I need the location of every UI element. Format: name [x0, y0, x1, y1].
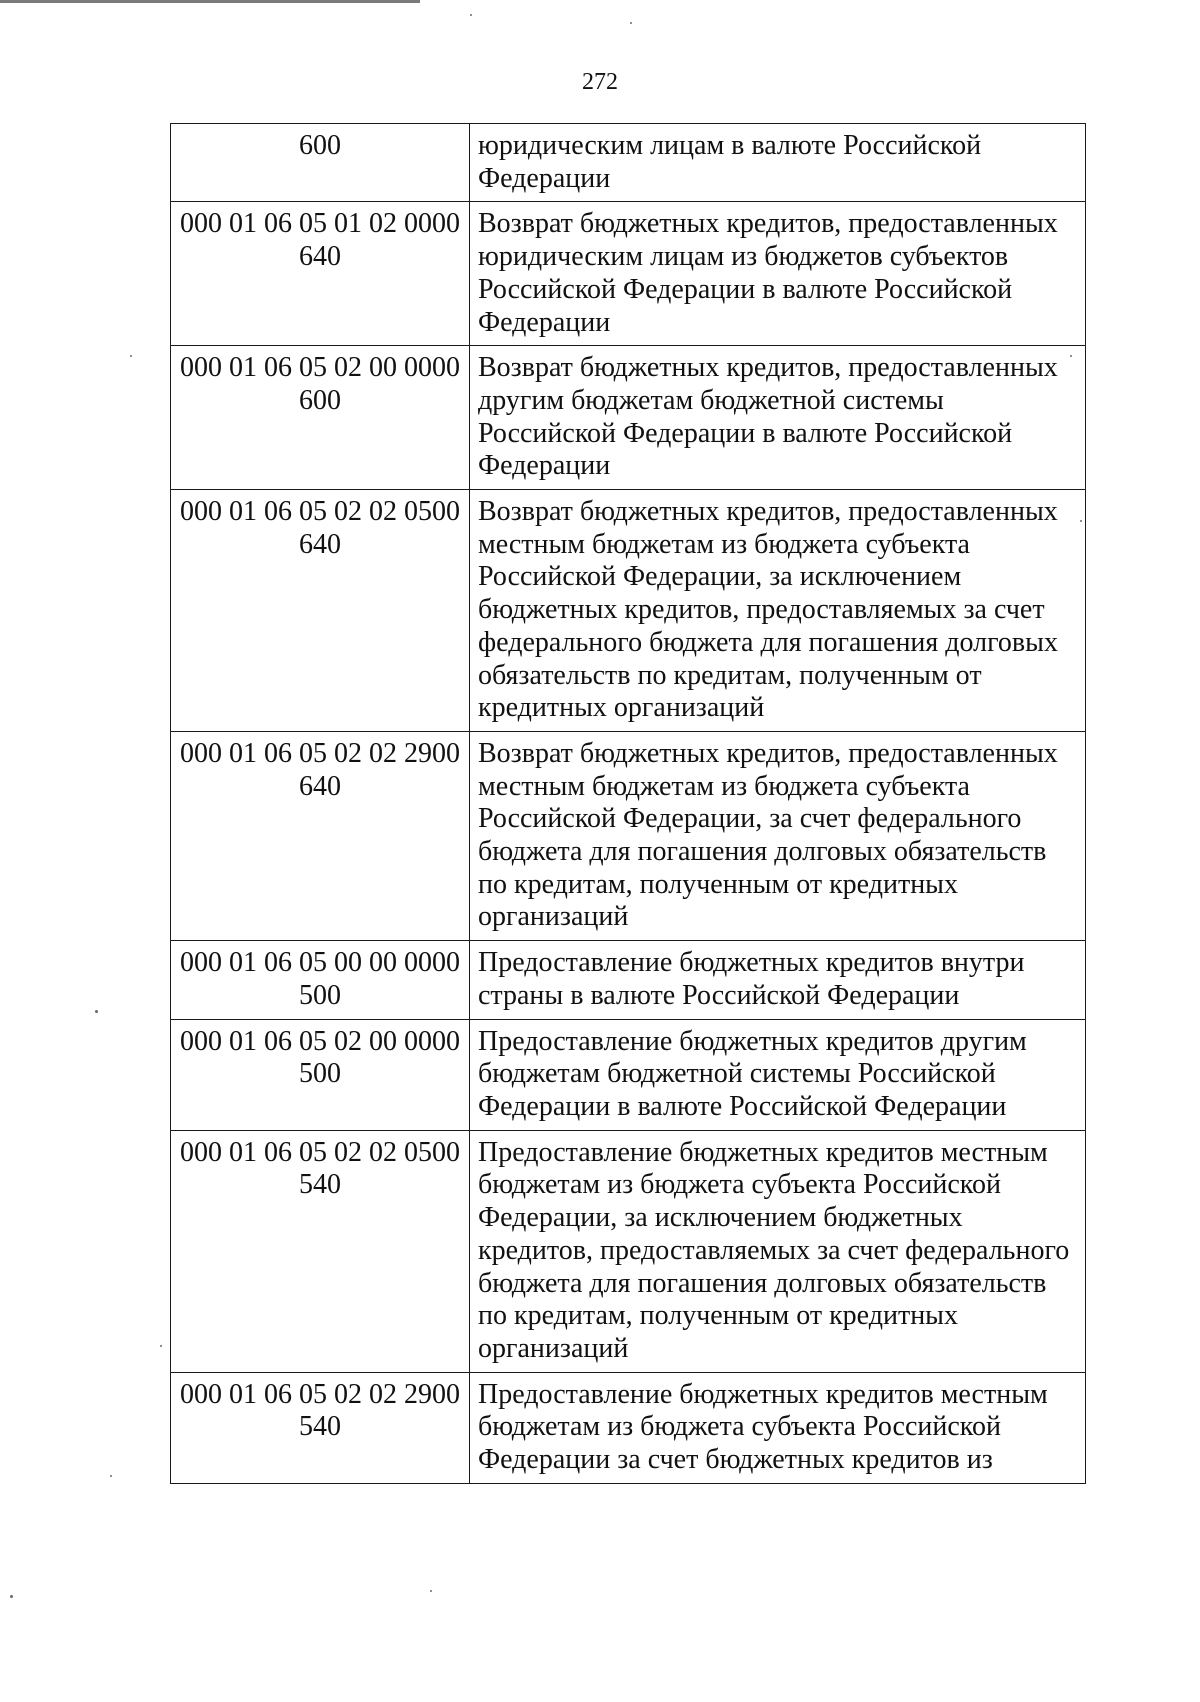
code-cell	[171, 346, 470, 490]
code-line: 600	[299, 384, 341, 416]
code-cell	[171, 1372, 470, 1483]
code-line: 540	[299, 1169, 341, 1201]
scan-speck	[95, 1010, 98, 1013]
description-line: бюджетам из бюджета субъекта Российской	[478, 1169, 1001, 1201]
description-line: Федерации в валюте Российской Федерации	[478, 1090, 1007, 1122]
code-cell	[171, 490, 470, 732]
description-line: Возврат бюджетных кредитов, предоставленных	[478, 352, 1058, 384]
description-line: Возврат бюджетных кредитов, предоставленных	[478, 496, 1058, 528]
table-row	[171, 1130, 1086, 1372]
scan-speck	[470, 14, 472, 16]
description-line: Федерации	[478, 450, 611, 482]
description-line: Федерации за счет бюджетных кредитов из	[478, 1444, 993, 1476]
description-line: Федерации, за исключением бюджетных	[478, 1202, 963, 1234]
description-cell	[470, 1130, 1086, 1372]
table-row	[171, 1372, 1086, 1483]
table-row	[171, 1019, 1086, 1130]
description-line: бюджетам из бюджета субъекта Российской	[478, 1411, 1001, 1443]
description-line: бюджета для погашения долговых обязательств	[478, 1267, 1047, 1299]
description-cell	[470, 346, 1086, 490]
code-line: 500	[299, 1058, 341, 1090]
code-line: 640	[299, 241, 341, 273]
table-row	[171, 490, 1086, 732]
description-line: местным бюджетам из бюджета субъекта	[478, 770, 970, 802]
description-line: Предоставление бюджетных кредитов местным	[478, 1136, 1048, 1168]
description-line: бюджетных кредитов, предоставляемых за счет	[478, 594, 1045, 626]
description-line: Федерации	[478, 306, 611, 338]
scan-speck	[1070, 355, 1072, 357]
description-line: бюджетам бюджетной системы Российской	[478, 1058, 996, 1090]
description-line: федерального бюджета для погашения долговых	[478, 626, 1058, 658]
description-line: Федерации	[478, 162, 611, 194]
description-line: бюджета для погашения долговых обязательств	[478, 836, 1047, 868]
table-row	[171, 346, 1086, 490]
code-cell	[171, 1130, 470, 1372]
description-line: Предоставление бюджетных кредитов внутри	[478, 947, 1025, 979]
description-cell	[470, 202, 1086, 346]
description-line: Возврат бюджетных кредитов, предоставленных	[478, 208, 1058, 240]
code-line: 500	[299, 979, 341, 1011]
description-line: организаций	[478, 1332, 629, 1364]
budget-codes-table	[170, 123, 1086, 1484]
description-line: Предоставление бюджетных кредитов другим	[478, 1025, 1027, 1057]
scan-speck	[630, 22, 632, 24]
description-cell	[470, 1372, 1086, 1483]
table-row	[171, 202, 1086, 346]
code-line: 640	[299, 770, 341, 802]
code-cell	[171, 202, 470, 346]
code-cell	[171, 731, 470, 940]
scan-speck	[430, 1590, 432, 1592]
description-line: Возврат бюджетных кредитов, предоставленных	[478, 737, 1058, 769]
description-line: страны в валюте Российской Федерации	[478, 979, 960, 1011]
description-cell	[470, 1019, 1086, 1130]
code-cell	[171, 941, 470, 1019]
scan-speck	[160, 1345, 162, 1347]
code-line: 000 01 06 05 02 02 0500	[180, 1136, 460, 1168]
code-line: 000 01 06 05 02 02 0500	[180, 496, 460, 528]
code-cell	[171, 1019, 470, 1130]
table-row	[171, 124, 1086, 202]
code-line: 640	[299, 528, 341, 560]
code-line: 000 01 06 05 02 00 0000	[180, 1025, 460, 1057]
description-line: юридическим лицам в валюте Российской	[478, 130, 982, 161]
description-line: кредитов, предоставляемых за счет федерального	[478, 1234, 1070, 1266]
page-number: 272	[582, 69, 618, 95]
description-cell	[470, 124, 1086, 202]
description-line: Предоставление бюджетных кредитов местным	[478, 1378, 1048, 1410]
description-line: кредитных организаций	[478, 692, 765, 724]
code-line: 000 01 06 05 02 02 2900	[180, 737, 460, 769]
scan-edge-mark	[0, 0, 420, 3]
table-body	[171, 124, 1086, 1484]
code-line: 000 01 06 05 02 00 0000	[180, 352, 460, 384]
description-line: Российской Федерации в валюте Российской	[478, 273, 1013, 305]
description-cell	[470, 490, 1086, 732]
scan-speck	[10, 1595, 13, 1598]
description-line: организаций	[478, 901, 629, 933]
code-line: 000 01 06 05 01 02 0000	[180, 208, 460, 240]
scan-speck	[130, 355, 132, 357]
code-line: 600	[299, 130, 341, 161]
table-row	[171, 731, 1086, 940]
description-line: по кредитам, полученным от кредитных	[478, 1300, 958, 1332]
description-line: Российской Федерации, за счет федерального	[478, 803, 1022, 835]
description-line: юридическим лицам из бюджетов субъектов	[478, 241, 1009, 273]
description-line: Российской Федерации, за исключением	[478, 561, 962, 593]
scan-speck	[110, 1475, 112, 1477]
description-cell	[470, 731, 1086, 940]
description-line: по кредитам, полученным от кредитных	[478, 868, 958, 900]
code-line: 000 01 06 05 00 00 0000	[180, 947, 460, 979]
description-cell	[470, 941, 1086, 1019]
description-line: другим бюджетам бюджетной системы	[478, 384, 944, 416]
table-row	[171, 941, 1086, 1019]
scan-speck	[1080, 520, 1082, 522]
description-line: обязательств по кредитам, полученным от	[478, 659, 982, 691]
code-line: 540	[299, 1411, 341, 1443]
description-line: Российской Федерации в валюте Российской	[478, 417, 1013, 449]
description-line: местным бюджетам из бюджета субъекта	[478, 528, 970, 560]
code-cell	[171, 124, 470, 202]
code-line: 000 01 06 05 02 02 2900	[180, 1378, 460, 1410]
